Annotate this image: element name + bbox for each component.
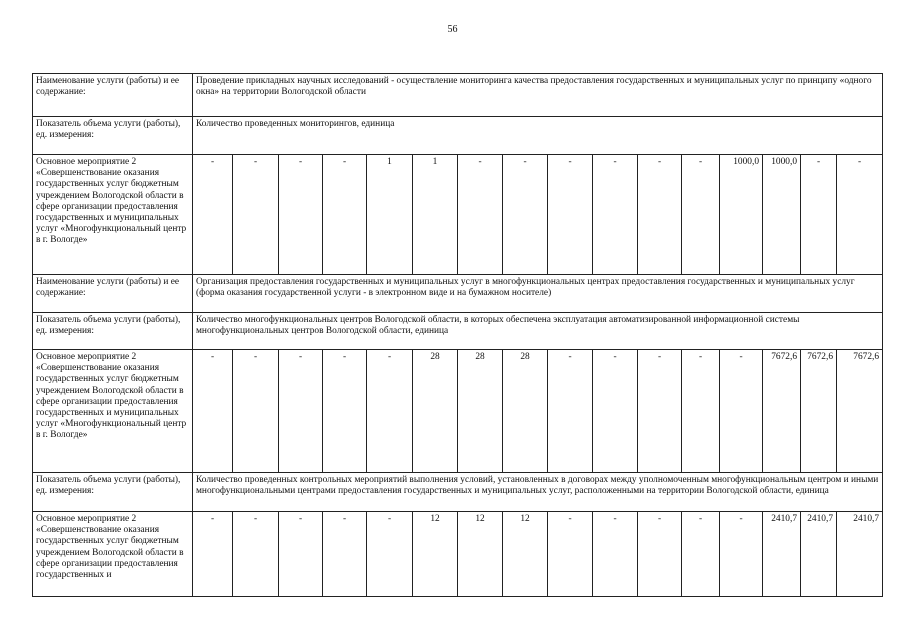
- volume-indicator-value: Количество проведенных контрольных мероприятий выполнения условий, установленных в договорах между уполномоченным многофункциональным центром и иными многофункциональными центрами предоставления государственных и муниципальных услуг, расположенными на территории Вологодской области, единица: [193, 473, 883, 512]
- value-cell: -: [367, 512, 413, 597]
- table-row: [33, 512, 883, 597]
- value-cell: 28: [458, 350, 503, 473]
- activity-label: Основное мероприятие 2 «Совершенствование оказания государственных услуг бюджетным учреждением Вологодской области в сфере организации предоставления государственных и муниципальных услуг «Многофункциональный центр в г. Вологде»: [33, 155, 193, 275]
- page-number: 56: [447, 24, 458, 35]
- service-name-label: Наименование услуги (работы) и ее содержание:: [33, 275, 193, 313]
- value-cell: -: [593, 350, 638, 473]
- value-cell: 12: [503, 512, 548, 597]
- value-cell: -: [548, 155, 593, 275]
- value-cell: 7672,6: [763, 350, 801, 473]
- value-cell: 2410,7: [763, 512, 801, 597]
- value-cell: -: [682, 350, 720, 473]
- value-cell: 28: [413, 350, 458, 473]
- value-cell: 1: [367, 155, 413, 275]
- value-cell: 1000,0: [720, 155, 763, 275]
- value-cell: -: [503, 155, 548, 275]
- service-name-label: Наименование услуги (работы) и ее содержание:: [33, 74, 193, 117]
- volume-indicator-value: Количество проведенных мониторингов, единица: [193, 117, 883, 155]
- value-cell: 7672,6: [801, 350, 837, 473]
- value-cell: -: [720, 350, 763, 473]
- service-name-value: Проведение прикладных научных исследований - осуществление мониторинга качества предоставления государственных и муниципальных услуг по принципу «одного окна» на территории Вологодской области: [193, 74, 883, 117]
- value-cell: -: [593, 512, 638, 597]
- value-cell: -: [458, 155, 503, 275]
- value-cell: -: [367, 350, 413, 473]
- value-cell: 7672,6: [837, 350, 883, 473]
- value-cell: -: [233, 350, 279, 473]
- value-cell: -: [323, 512, 367, 597]
- value-cell: -: [720, 512, 763, 597]
- state-assignment-table: [32, 73, 883, 597]
- value-cell: 2410,7: [837, 512, 883, 597]
- value-cell: -: [837, 155, 883, 275]
- value-cell: -: [233, 512, 279, 597]
- value-cell: -: [548, 512, 593, 597]
- value-cell: -: [279, 512, 323, 597]
- value-cell: 2410,7: [801, 512, 837, 597]
- value-cell: 1000,0: [763, 155, 801, 275]
- activity-label: Основное мероприятие 2 «Совершенствование оказания государственных услуг бюджетным учреждением Вологодской области в сфере организации предоставления государственных и: [33, 512, 193, 597]
- value-cell: -: [682, 512, 720, 597]
- table-row: [33, 275, 883, 313]
- table-row: [33, 350, 883, 473]
- table-row: [33, 313, 883, 350]
- volume-indicator-label: Показатель объема услуги (работы), ед. измерения:: [33, 313, 193, 350]
- activity-label: Основное мероприятие 2 «Совершенствование оказания государственных услуг бюджетным учреждением Вологодской области в сфере организации предоставления государственных и муниципальных услуг «Многофункциональный центр в г. Вологде»: [33, 350, 193, 473]
- value-cell: -: [801, 155, 837, 275]
- table-row: [33, 117, 883, 155]
- value-cell: 12: [458, 512, 503, 597]
- value-cell: -: [638, 155, 682, 275]
- value-cell: 1: [413, 155, 458, 275]
- table-row: [33, 473, 883, 512]
- table-row: [33, 155, 883, 275]
- value-cell: -: [279, 155, 323, 275]
- volume-indicator-label: Показатель объема услуги (работы), ед. измерения:: [33, 473, 193, 512]
- table-row: [33, 74, 883, 117]
- volume-indicator-value: Количество многофункциональных центров Вологодской области, в которых обеспечена эксплуатация автоматизированной информационной системы многофункциональных центров Вологодской области, единица: [193, 313, 883, 350]
- value-cell: -: [682, 155, 720, 275]
- value-cell: -: [323, 155, 367, 275]
- value-cell: 28: [503, 350, 548, 473]
- value-cell: -: [193, 350, 233, 473]
- value-cell: -: [638, 512, 682, 597]
- value-cell: -: [233, 155, 279, 275]
- value-cell: -: [323, 350, 367, 473]
- value-cell: 12: [413, 512, 458, 597]
- value-cell: -: [193, 512, 233, 597]
- value-cell: -: [279, 350, 323, 473]
- value-cell: -: [638, 350, 682, 473]
- service-name-value: Организация предоставления государственных и муниципальных услуг в многофункциональных центрах предоставления государственных и муниципальных услуг (форма оказания государственной услуги - в электронном виде и на бумажном носителе): [193, 275, 883, 313]
- value-cell: -: [593, 155, 638, 275]
- value-cell: -: [548, 350, 593, 473]
- volume-indicator-label: Показатель объема услуги (работы), ед. измерения:: [33, 117, 193, 155]
- value-cell: -: [193, 155, 233, 275]
